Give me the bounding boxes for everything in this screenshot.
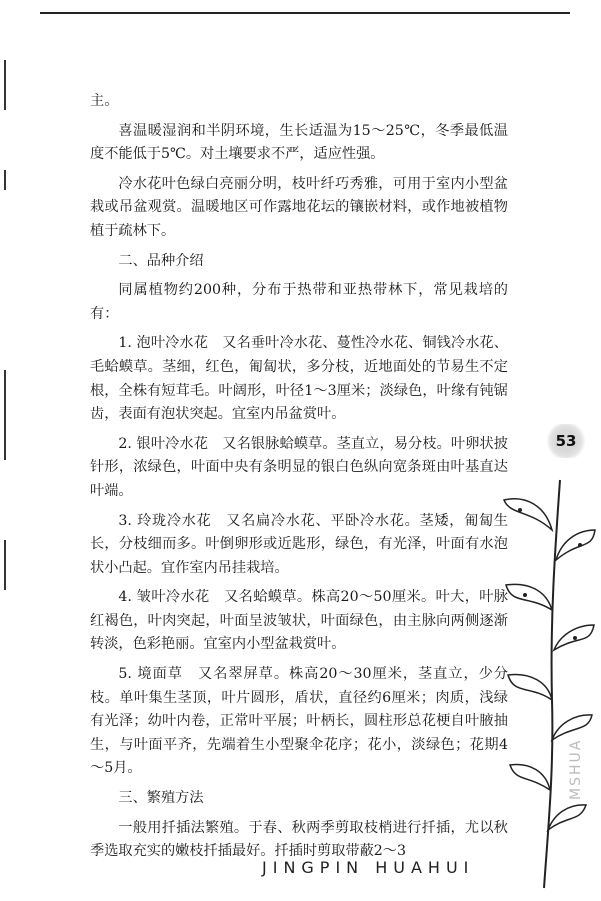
- paragraph: 2. 银叶冷水花 又名银脉蛤蟆草。茎直立，易分枝。叶卵状披针形，浓绿色，叶面中央有条明显的银白色纵向宽条斑由叶基直达叶端。: [90, 435, 508, 499]
- page-number: 53: [546, 424, 586, 458]
- paragraph: 3. 玲珑冷水花 又名扁冷水花、平卧冷水花。茎矮，匍匐生长，分枝细而多。叶倒卵形或近匙形，绿色，有光泽，叶面有水泡状小凸起。宜作室内吊挂栽培。: [90, 512, 508, 576]
- binding-mark: [4, 170, 6, 190]
- paragraph: 喜温暖湿润和半阴环境，生长适温为15～25℃，冬季最低温度不能低于5℃。对土壤要求不严，适应性强。: [90, 122, 508, 163]
- section-heading: 二、品种介绍: [118, 252, 204, 269]
- binding-mark: [4, 370, 6, 460]
- paragraph: 5. 境面草 又名翠屏草。株高20～30厘米，茎直立，少分枝。单叶集生茎顶，叶片圆形，盾状，直径约6厘米；肉质，浅绿有光泽；幼叶内卷，正常叶平展；叶柄长，圆柱形总花梗自叶腋抽生，与叶面平齐，先端着生小型聚伞花序；花小，淡绿色；花期4～5月。: [90, 666, 508, 777]
- watermark: MSHUA: [568, 738, 584, 800]
- paragraph: 冷水花叶色绿白亮丽分明，枝叶纤巧秀雅，可用于室内小型盆栽或吊盆观赏。温暖地区可作露地花坛的镶嵌材料，或作地被植物植于疏林下。: [90, 175, 508, 239]
- header-rule: [40, 12, 570, 14]
- paragraph: 一般用扦插法繁殖。于春、秋两季剪取枝梢进行扦插，尤以秋季选取充实的嫩枝扦插最好。扦插时剪取带蔽2～3: [90, 819, 508, 860]
- body-text: [90, 90, 508, 870]
- paragraph: 1. 泡叶冷水花 又名垂叶冷水花、蔓性冷水花、铜钱冷水花、毛蛤蟆草。茎细，红色，匍匐状，多分枝，近地面处的节易生不定根，全株有短茸毛。叶阔形，叶径1～3厘米；淡绿色，叶缘有钝锯齿，表面有泡状突起。宜室内吊盆赏叶。: [90, 335, 508, 423]
- section-heading: 三、繁殖方法: [118, 790, 204, 807]
- binding-mark: [4, 60, 6, 110]
- footer-title: JINGPIN HUAHUI: [262, 858, 475, 877]
- paragraph: 4. 皱叶冷水花 又名蛤蟆草。株高20～50厘米。叶大，叶脉红褐色，叶肉突起，叶面呈波皱状，叶面绿色，由主脉向两侧逐渐转淡，色彩艳丽。宜室内小型盆栽赏叶。: [90, 589, 508, 653]
- paragraph: 主。: [90, 93, 119, 109]
- paragraph: 同属植物约200种，分布于热带和亚热带林下，常见栽培的有：: [90, 282, 508, 322]
- binding-mark: [4, 540, 6, 590]
- plant-illustration: [500, 470, 596, 890]
